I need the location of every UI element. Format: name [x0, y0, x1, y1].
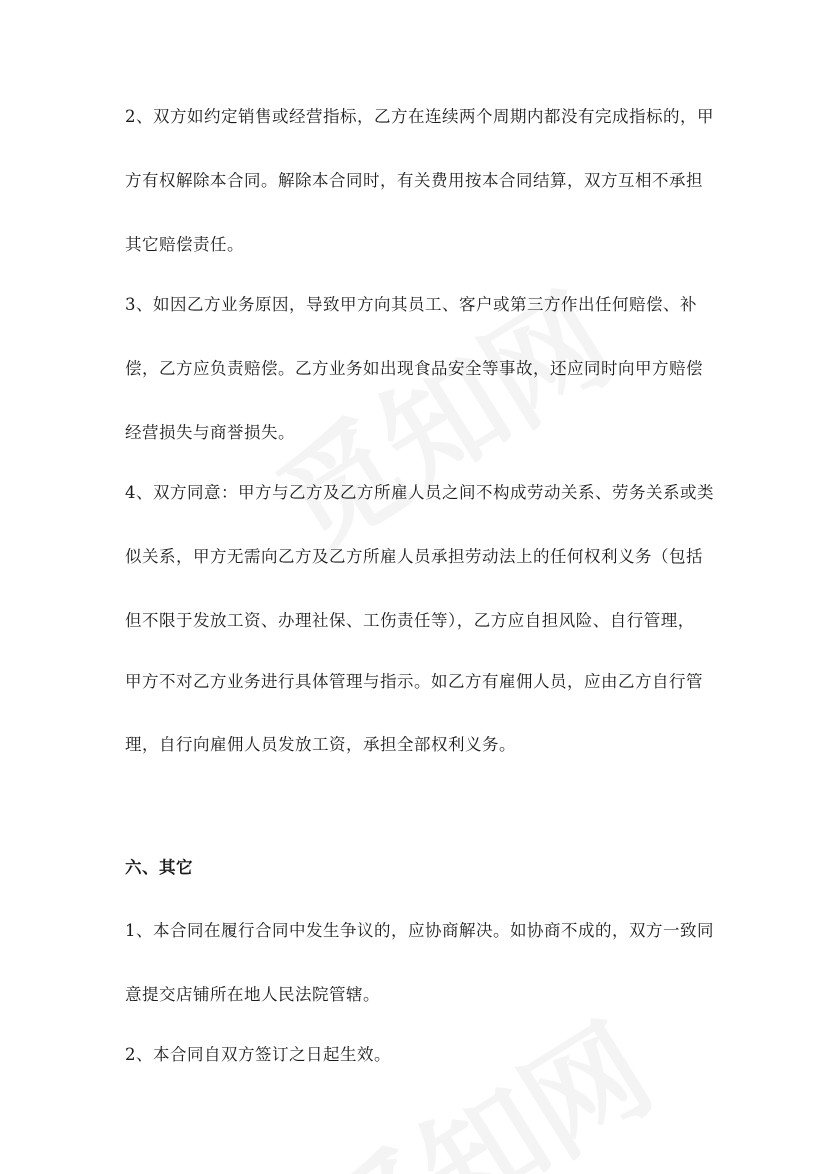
paragraph-line: 但不限于发放工资、办理社保、工伤责任等），乙方应自担风险、自行管理，: [125, 611, 695, 630]
paragraph-line: 1、本合同在履行合同中发生争议的，应协商解决。如协商不成的，双方一致同: [125, 921, 714, 940]
paragraph-line: 4、双方同意：甲方与乙方及乙方所雇人员之间不构成劳动关系、劳务关系或类: [125, 483, 714, 502]
paragraph-line: 2、双方如约定销售或经营指标，乙方在连续两个周期内都没有完成指标的，甲: [125, 107, 714, 126]
watermark: [282, 978, 678, 1174]
paragraph-line: 偿，乙方应负责赔偿。乙方业务如出现食品安全等事故，还应同时向甲方赔偿: [125, 359, 703, 378]
paragraph-line: 意提交店铺所在地人民法院管辖。: [125, 985, 380, 1004]
paragraph-line: 甲方不对乙方业务进行具体管理与指示。如乙方有雇佣人员，应由乙方自行管: [125, 672, 703, 691]
paragraph-line: 2、本合同自双方签订之日起生效。: [125, 1045, 391, 1064]
paragraph-line: 经营损失与商誉损失。: [125, 423, 295, 442]
paragraph-line: 方有权解除本合同。解除本合同时，有关费用按本合同结算，双方互相不承担: [125, 171, 703, 190]
paragraph-line: 似关系，甲方无需向乙方及乙方所雇人员承担劳动法上的任何权利义务（包括: [125, 547, 703, 566]
paragraph-line: 3、如因乙方业务原因，导致甲方向其员工、客户或第三方作出任何赔偿、补: [125, 295, 697, 314]
section-heading: 六、其它: [125, 858, 193, 877]
paragraph-line: 其它赔偿责任。: [125, 235, 244, 254]
paragraph-line: 理，自行向雇佣人员发放工资，承担全部权利义务。: [125, 735, 516, 754]
